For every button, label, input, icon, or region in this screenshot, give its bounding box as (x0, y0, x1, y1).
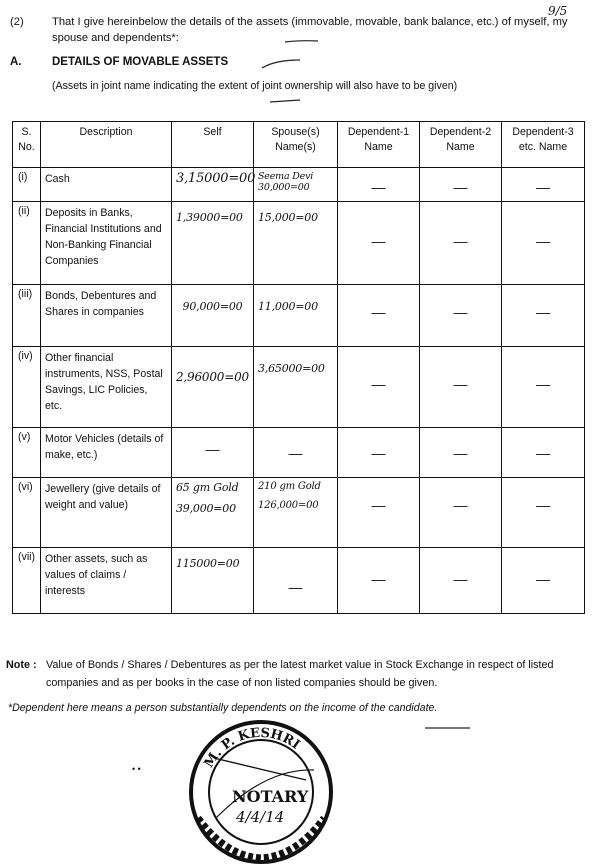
valuation-note (6, 656, 594, 692)
handwritten-value: 15,000=00 (258, 211, 318, 224)
stamp-top-text: M. P. KESHRI (201, 725, 303, 771)
row-self (172, 347, 254, 428)
header-spouse: Spouse(s) Name(s) (254, 122, 338, 168)
table-row (13, 548, 585, 614)
row-dep1 (338, 347, 420, 428)
row-sno: (i) (13, 168, 41, 202)
handwritten-value: 3,65000=00 (258, 362, 325, 375)
handwritten-value: 115000=00 (176, 557, 240, 570)
section-title: DETAILS OF MOVABLE ASSETS (52, 56, 229, 68)
row-self (172, 285, 254, 347)
header-sno: S. No. (13, 122, 41, 168)
handwritten-dash: — (536, 376, 550, 392)
row-dep3 (502, 478, 585, 548)
handwritten-dash: — (536, 497, 550, 513)
handwritten-dash: — (205, 441, 220, 457)
handwritten-value: 90,000=00 (182, 300, 243, 313)
row-dep3 (502, 202, 585, 285)
row-dep1 (338, 548, 420, 614)
handwritten-value: 1,39000=00 (176, 211, 243, 224)
row-dep2 (420, 285, 502, 347)
row-dep3 (502, 285, 585, 347)
row-description: Other financial instruments, NSS, Postal Savings, LIC Policies, etc. (41, 347, 172, 428)
row-dep2 (420, 548, 502, 614)
dependent-definition: *Dependent here means a person substantially dependents on the income of the candidate. (8, 702, 438, 714)
header-self: Self (172, 122, 254, 168)
stray-mark: • • (132, 764, 141, 774)
row-dep1 (338, 285, 420, 347)
movable-assets-table (12, 121, 585, 614)
header-dependent-3: Dependent-3 etc. Name (502, 122, 585, 168)
row-description: Jewellery (give details of weight and value) (41, 478, 172, 548)
stamp-center-text: NOTARY (232, 787, 309, 806)
handwritten-dash: — (453, 179, 468, 195)
row-description: Other assets, such as values of claims / interests (41, 548, 172, 614)
row-dep1 (338, 478, 420, 548)
handwritten-dash: — (288, 579, 303, 595)
row-sno: (ii) (13, 202, 41, 285)
row-self (172, 548, 254, 614)
row-spouse (254, 478, 338, 548)
table-row (13, 347, 585, 428)
handwritten-dash: — (453, 304, 468, 320)
intro-text: That I give hereinbelow the details of the assets (immovable, movable, bank balance, etc.) of myself, my spouse and dependents*: (52, 16, 568, 44)
handwritten-value: 2,96000=00 (176, 370, 249, 384)
row-sno: (vii) (13, 548, 41, 614)
table-header-row (13, 122, 585, 168)
handwritten-dash: — (536, 233, 550, 249)
row-dep2 (420, 168, 502, 202)
row-self (172, 168, 254, 202)
section-letter: A. (10, 56, 22, 68)
handwritten-dash: — (371, 233, 386, 249)
handwritten-dash: — (536, 571, 550, 587)
table-row (13, 168, 585, 202)
handwritten-dash: — (371, 179, 386, 195)
row-description: Motor Vehicles (details of make, etc.) (41, 428, 172, 478)
handwritten-dash: — (536, 179, 550, 195)
handwritten-value: Seema Devi (258, 171, 314, 182)
handwritten-dash: — (536, 304, 550, 320)
row-description: Cash (41, 168, 172, 202)
pen-marks (0, 0, 603, 130)
row-spouse (254, 428, 338, 478)
handwritten-value: 210 gm Gold (258, 481, 321, 492)
note-label: Note : (6, 659, 37, 671)
row-self (172, 202, 254, 285)
row-dep2 (420, 478, 502, 548)
row-dep3 (502, 428, 585, 478)
handwritten-value: 39,000=00 (176, 502, 236, 515)
handwritten-dash: — (453, 233, 468, 249)
row-self (172, 428, 254, 478)
section-subtitle: (Assets in joint name indicating the extent of joint ownership will also have to be given) (52, 80, 458, 92)
header-dependent-2: Dependent-2 Name (420, 122, 502, 168)
row-sno: (vi) (13, 478, 41, 548)
table-row (13, 478, 585, 548)
handwritten-value: 126,000=00 (258, 500, 319, 511)
handwritten-dash: — (371, 445, 386, 461)
row-dep2 (420, 202, 502, 285)
row-dep2 (420, 428, 502, 478)
notary-stamp (186, 718, 336, 866)
row-dep3 (502, 168, 585, 202)
row-description: Deposits in Banks, Financial Institutions and Non-Banking Financial Companies (41, 202, 172, 285)
handwritten-dash: — (453, 497, 468, 513)
stamp-date: 4/4/14 (236, 808, 285, 826)
row-dep1 (338, 428, 420, 478)
intro-number: (2) (10, 16, 24, 28)
page-mark: 9/5 (548, 4, 568, 18)
handwritten-dash: — (453, 445, 468, 461)
row-dep1 (338, 202, 420, 285)
handwritten-value: 65 gm Gold (176, 481, 239, 494)
row-spouse (254, 202, 338, 285)
row-dep2 (420, 347, 502, 428)
row-self (172, 478, 254, 548)
header-description: Description (41, 122, 172, 168)
row-dep3 (502, 548, 585, 614)
handwritten-dash: — (453, 571, 468, 587)
row-spouse (254, 285, 338, 347)
handwritten-dash: — (371, 376, 386, 392)
row-spouse (254, 168, 338, 202)
handwritten-dash: — (371, 571, 386, 587)
row-sno: (iii) (13, 285, 41, 347)
handwritten-value: 30,000=00 (258, 182, 310, 193)
handwritten-value: 3,15000=00 (176, 171, 256, 186)
handwritten-dash: — (371, 304, 386, 320)
row-description: Bonds, Debentures and Shares in companies (41, 285, 172, 347)
row-sno: (v) (13, 428, 41, 478)
note-text: Value of Bonds / Shares / Debentures as per the latest market value in Stock Exchange in respect of listed companies and as per books in the case of non listed companies should be given. (46, 659, 554, 689)
handwritten-dash: — (536, 445, 550, 461)
handwritten-dash: — (371, 497, 386, 513)
header-dependent-1: Dependent-1 Name (338, 122, 420, 168)
table-row (13, 285, 585, 347)
handwritten-value: 11,000=00 (258, 300, 318, 313)
handwritten-dash: — (288, 445, 303, 461)
row-sno: (iv) (13, 347, 41, 428)
row-dep3 (502, 347, 585, 428)
table-row (13, 202, 585, 285)
handwritten-dash: — (453, 376, 468, 392)
row-dep1 (338, 168, 420, 202)
table-row (13, 428, 585, 478)
row-spouse (254, 548, 338, 614)
row-spouse (254, 347, 338, 428)
